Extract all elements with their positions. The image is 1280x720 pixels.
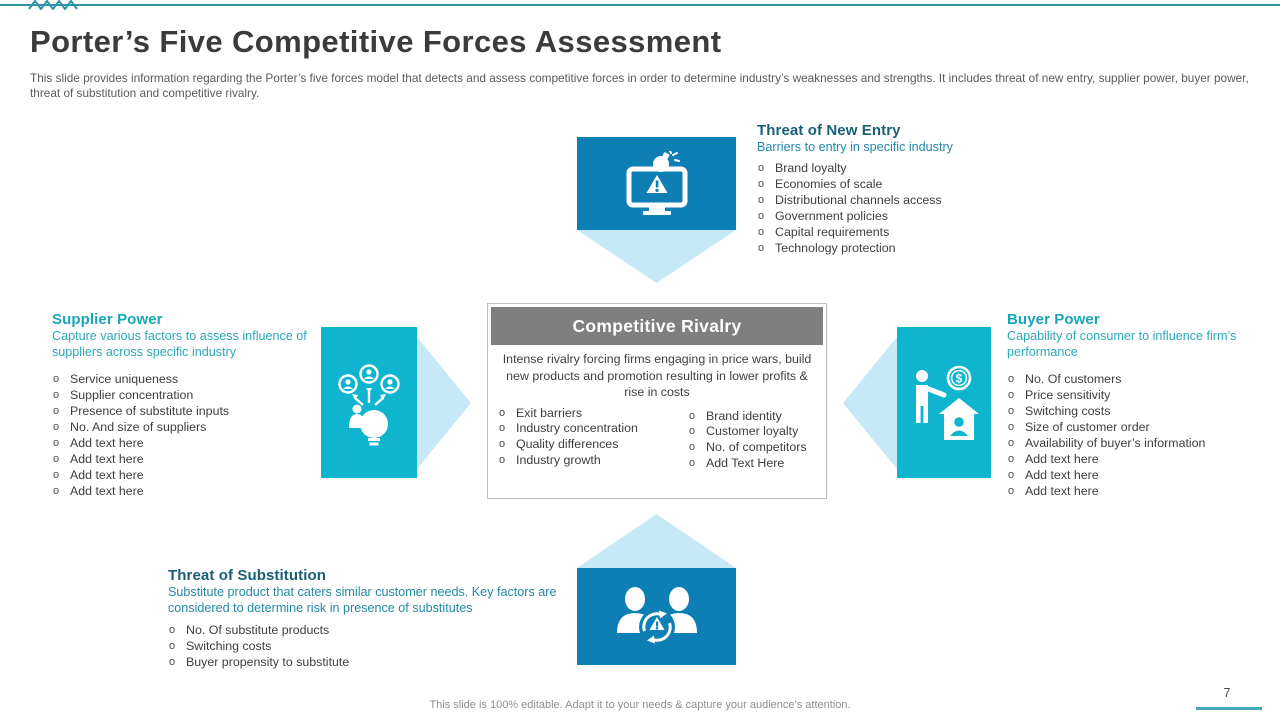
- list-item: [688, 456, 826, 472]
- bullet-text: Government policies: [775, 208, 888, 223]
- bullet-text: Presence of substitute inputs: [70, 404, 230, 419]
- page-number-underline: [1196, 707, 1262, 710]
- list-item: [52, 371, 314, 387]
- bullet-marker: o: [689, 409, 696, 422]
- bullet-marker: o: [53, 389, 60, 402]
- list-item: [168, 654, 570, 670]
- bullet-marker: o: [169, 656, 176, 669]
- computer-warning-bomb-icon: [619, 151, 695, 217]
- logo-zigzag-decoration: [27, 0, 81, 10]
- bullet-text: Capital requirements: [775, 224, 890, 239]
- new-entry-subtitle: Barriers to entry in specific industry: [757, 140, 953, 154]
- list-item: [688, 424, 826, 440]
- bullet-marker: o: [689, 425, 696, 438]
- bullet-text: Add text here: [70, 436, 144, 451]
- bullet-text: Technology protection: [775, 240, 896, 255]
- bullet-text: No. Of customers: [1025, 372, 1122, 387]
- bullet-text: Switching costs: [186, 639, 272, 654]
- bullet-text: Add Text Here: [706, 455, 785, 470]
- bullet-marker: o: [1008, 405, 1015, 418]
- buyer-power-list: [1007, 371, 1269, 499]
- list-item: [1007, 419, 1269, 435]
- bullet-text: Economies of scale: [775, 176, 883, 191]
- people-exchange-warning-icon: [609, 585, 705, 649]
- bullet-text: Supplier concentration: [70, 388, 194, 403]
- bullet-text: Add text here: [70, 452, 144, 467]
- buyer-icon-box: [897, 327, 991, 478]
- bullet-marker: o: [53, 485, 60, 498]
- arrow-down: [577, 230, 736, 283]
- svg-text:$: $: [955, 371, 963, 385]
- bullet-marker: o: [53, 453, 60, 466]
- buyer-power-subtitle: Capability of consumer to influence firm’s performance: [1007, 329, 1237, 359]
- buyer-house-dollar-icon: [909, 362, 979, 444]
- list-item: [688, 409, 826, 425]
- list-item: [757, 192, 1019, 208]
- bullet-marker: o: [758, 241, 765, 254]
- list-item: [168, 622, 570, 638]
- list-item: [757, 208, 1019, 224]
- bullet-text: Quality differences: [516, 437, 619, 452]
- bullet-marker: o: [53, 405, 60, 418]
- supplier-power-subtitle: Capture various factors to assess influence of suppliers across specific industry: [52, 329, 307, 359]
- arrow-up: [577, 514, 736, 568]
- bullet-text: Add text here: [1025, 484, 1099, 499]
- list-item: [168, 638, 570, 654]
- list-item: [52, 419, 314, 435]
- bullet-text: Size of customer order: [1025, 420, 1150, 435]
- bullet-marker: o: [1008, 437, 1015, 450]
- bullet-text: Industry growth: [516, 452, 601, 467]
- list-item: [688, 440, 826, 456]
- bullet-text: Availability of buyer’s information: [1025, 436, 1206, 451]
- list-item: [1007, 435, 1269, 451]
- bullet-text: No. of competitors: [706, 440, 807, 455]
- list-item: [1007, 467, 1269, 483]
- supplier-icon-box: [321, 327, 417, 478]
- idea-network-people-icon: [336, 360, 402, 446]
- list-item: [498, 406, 648, 422]
- list-item: [52, 483, 314, 499]
- list-item: [52, 387, 314, 403]
- bullet-text: Add text here: [70, 484, 144, 499]
- page-number: 7: [1223, 686, 1231, 700]
- list-item: [757, 160, 1019, 176]
- bullet-marker: o: [758, 225, 765, 238]
- bullet-text: Switching costs: [1025, 404, 1111, 419]
- bullet-text: Brand loyalty: [775, 160, 847, 175]
- new-entry-section: [757, 122, 1019, 256]
- substitution-icon-box: [577, 568, 736, 665]
- list-item: [757, 224, 1019, 240]
- rivalry-list-right: [688, 406, 826, 472]
- rivalry-description: Intense rivalry forcing firms engaging in price wars, build new products and promotion resulting in lower profits & rise in costs: [502, 352, 812, 399]
- bullet-text: Industry concentration: [516, 421, 638, 436]
- arrow-right: [417, 337, 471, 469]
- substitution-section: [168, 567, 570, 670]
- bullet-marker: o: [169, 640, 176, 653]
- substitution-subtitle: Substitute product that caters similar customer needs. Key factors are considered to determine risk in presence of substitutes: [168, 585, 557, 615]
- bullet-text: Price sensitivity: [1025, 388, 1111, 403]
- substitution-title: Threat of Substitution: [168, 567, 327, 584]
- bullet-marker: o: [689, 441, 696, 454]
- list-item: [757, 176, 1019, 192]
- substitution-list: [168, 622, 570, 670]
- bullet-marker: o: [499, 422, 506, 435]
- bullet-text: Buyer propensity to substitute: [186, 655, 350, 670]
- bullet-marker: o: [1008, 453, 1015, 466]
- bullet-marker: o: [499, 406, 506, 419]
- supplier-power-section: [52, 311, 314, 499]
- rivalry-title: Competitive Rivalry: [491, 307, 823, 345]
- list-item: [52, 403, 314, 419]
- bullet-marker: o: [53, 373, 60, 386]
- bullet-marker: o: [758, 161, 765, 174]
- bullet-marker: o: [1008, 373, 1015, 386]
- footer-note: This slide is 100% editable. Adapt it to your needs & capture your audience’s attention.: [429, 699, 851, 711]
- bullet-marker: o: [758, 209, 765, 222]
- bullet-marker: o: [758, 193, 765, 206]
- bullet-text: Add text here: [1025, 468, 1099, 483]
- bullet-marker: o: [53, 421, 60, 434]
- bullet-marker: o: [689, 456, 696, 469]
- rivalry-panel: [487, 303, 827, 499]
- bullet-text: Add text here: [70, 468, 144, 483]
- bullet-marker: o: [1008, 485, 1015, 498]
- bullet-marker: o: [758, 177, 765, 190]
- new-entry-title: Threat of New Entry: [757, 122, 901, 139]
- slide-title: Porter’s Five Competitive Forces Assessment: [30, 24, 722, 59]
- bullet-text: Service uniqueness: [70, 372, 179, 387]
- bullet-text: No. Of substitute products: [186, 623, 330, 638]
- bullet-marker: o: [169, 624, 176, 637]
- slide-description: This slide provides information regarding the Porter’s five forces model that detects and assess competitive forces in order to determine industry’s weaknesses and strengths. It includes threat of new entry, supplier power, buyer power, threat of substitution and competitive rivalry.: [30, 71, 1249, 100]
- list-item: [52, 435, 314, 451]
- arrow-left: [843, 337, 897, 469]
- list-item: [52, 467, 314, 483]
- buyer-power-title: Buyer Power: [1007, 311, 1100, 328]
- bullet-text: Distributional channels access: [775, 192, 942, 207]
- list-item: [1007, 387, 1269, 403]
- bullet-marker: o: [499, 453, 506, 466]
- list-item: [1007, 451, 1269, 467]
- list-item: [757, 240, 1019, 256]
- buyer-power-section: [1007, 311, 1269, 499]
- bullet-marker: o: [1008, 421, 1015, 434]
- bullet-text: Customer loyalty: [706, 424, 799, 439]
- list-item: [52, 451, 314, 467]
- rivalry-columns: [498, 406, 826, 472]
- bullet-marker: o: [1008, 469, 1015, 482]
- supplier-power-title: Supplier Power: [52, 311, 163, 328]
- list-item: [498, 453, 648, 469]
- bullet-text: Brand identity: [706, 408, 782, 423]
- bullet-marker: o: [499, 438, 506, 451]
- bullet-marker: o: [53, 437, 60, 450]
- bullet-text: No. And size of suppliers: [70, 420, 207, 435]
- new-entry-icon-box: [577, 137, 736, 230]
- bullet-text: Add text here: [1025, 452, 1099, 467]
- list-item: [498, 437, 648, 453]
- list-item: [1007, 371, 1269, 387]
- list-item: [498, 421, 648, 437]
- list-item: [1007, 403, 1269, 419]
- supplier-power-list: [52, 371, 314, 499]
- new-entry-list: [757, 160, 1019, 256]
- bullet-text: Exit barriers: [516, 405, 583, 420]
- bullet-marker: o: [53, 469, 60, 482]
- bullet-marker: o: [1008, 389, 1015, 402]
- rivalry-list-left: [498, 406, 648, 472]
- top-border-line: [0, 4, 1280, 6]
- list-item: [1007, 483, 1269, 499]
